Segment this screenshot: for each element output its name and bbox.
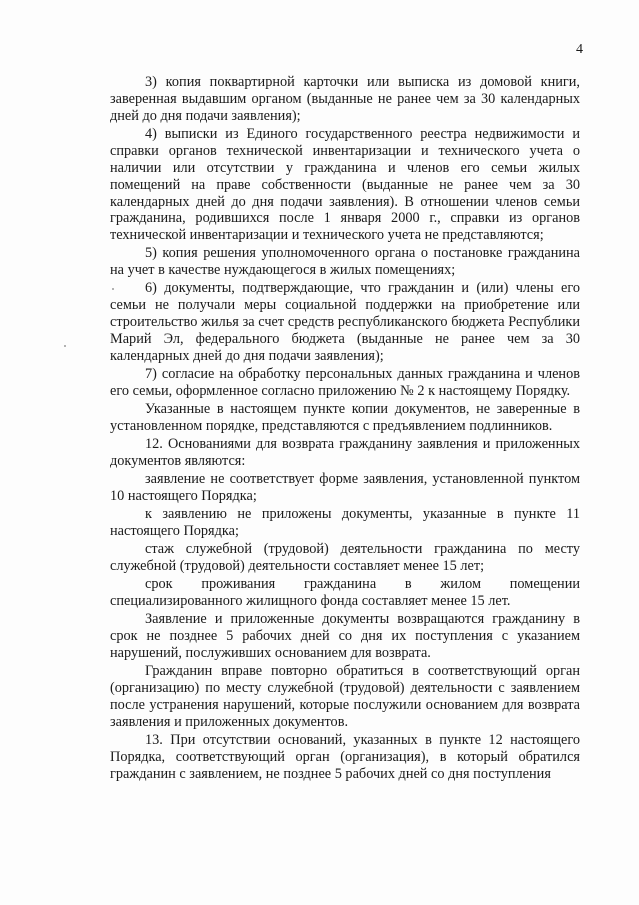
scan-speck [64,345,66,347]
paragraph-section-13: 13. При отсутствии оснований, указанных в пункте 12 настоящего Порядка, соответствующий орган (организация), в который обратился гражданин с заявлением, не позднее 5 рабочих дней со дня поступления [110,731,580,782]
paragraph-reason-residence-period: срок проживания гражданина в жилом помещении специализированного жилищного фонда составляет менее 15 лет. [110,576,580,610]
paragraph-item-4-registry-extracts: 4) выписки из Единого государственного реестра недвижимости и справки органов технической инвентаризации и технического учета о наличии или отсутствии у гражданина и членов его семьи жилых помещений на праве собственности (выданные не ранее чем за 30 календарных дней до дня подачи заявления). В отношении членов семьи гражданина, родившихся после 1 января 2000 г., справки из органов технической инвентаризации и технического учета не представляются; [110,125,580,244]
paragraph-section-12-heading: 12. Основаниями для возврата гражданину заявления и приложенных документов являются: [110,436,580,470]
paragraph-return-deadline: Заявление и приложенные документы возвращаются гражданину в срок не позднее 5 рабочих дней со дня их поступления с указанием нарушений, послуживших основанием для возврата. [110,611,580,661]
paragraph-item-5-registration-decision: 5) копия решения уполномоченного органа о постановке гражданина на учет в качестве нуждающегося в жилых помещениях; [110,245,580,279]
paragraph-item-6-no-support-proof: 6) документы, подтверждающие, что гражданин и (или) члены его семьи не получали меры социальной поддержки на приобретение или строительство жилья за счет средств республиканского бюджета Республики Марий Эл, федерального бюджета (выданные не ранее чем за 30 календарных дней до дня подачи заявления); [110,280,580,365]
document-body [110,74,580,784]
scan-speck [112,288,114,290]
paragraph-reason-form-mismatch: заявление не соответствует форме заявления, установленной пунктом 10 настоящего Порядка; [110,471,580,505]
paragraph-copies-note: Указанные в настоящем пункте копии документов, не заверенные в установленном порядке, представляются с предъявлением подлинников. [110,401,580,435]
paragraph-item-7-consent: 7) согласие на обработку персональных данных гражданина и членов его семьи, оформленное согласно приложению № 2 к настоящему Порядку. [110,366,580,400]
paragraph-reapply-right: Гражданин вправе повторно обратиться в соответствующий орган (организацию) по месту служебной (трудовой) деятельности с заявлением после устранения нарушений, которые послужили основанием для возврата заявления и приложенных документов. [110,663,580,730]
paragraph-reason-service-length: стаж служебной (трудовой) деятельности гражданина по месту служебной (трудовой) деятельности составляет менее 15 лет; [110,541,580,575]
paragraph-reason-missing-documents: к заявлению не приложены документы, указанные в пункте 11 настоящего Порядка; [110,506,580,540]
paragraph-item-3-copy-card: 3) копия поквартирной карточки или выписка из домовой книги, заверенная выдавшим органом (выданные не ранее чем за 30 календарных дней до дня подачи заявления); [110,74,580,124]
page-number: 4 [576,42,583,57]
